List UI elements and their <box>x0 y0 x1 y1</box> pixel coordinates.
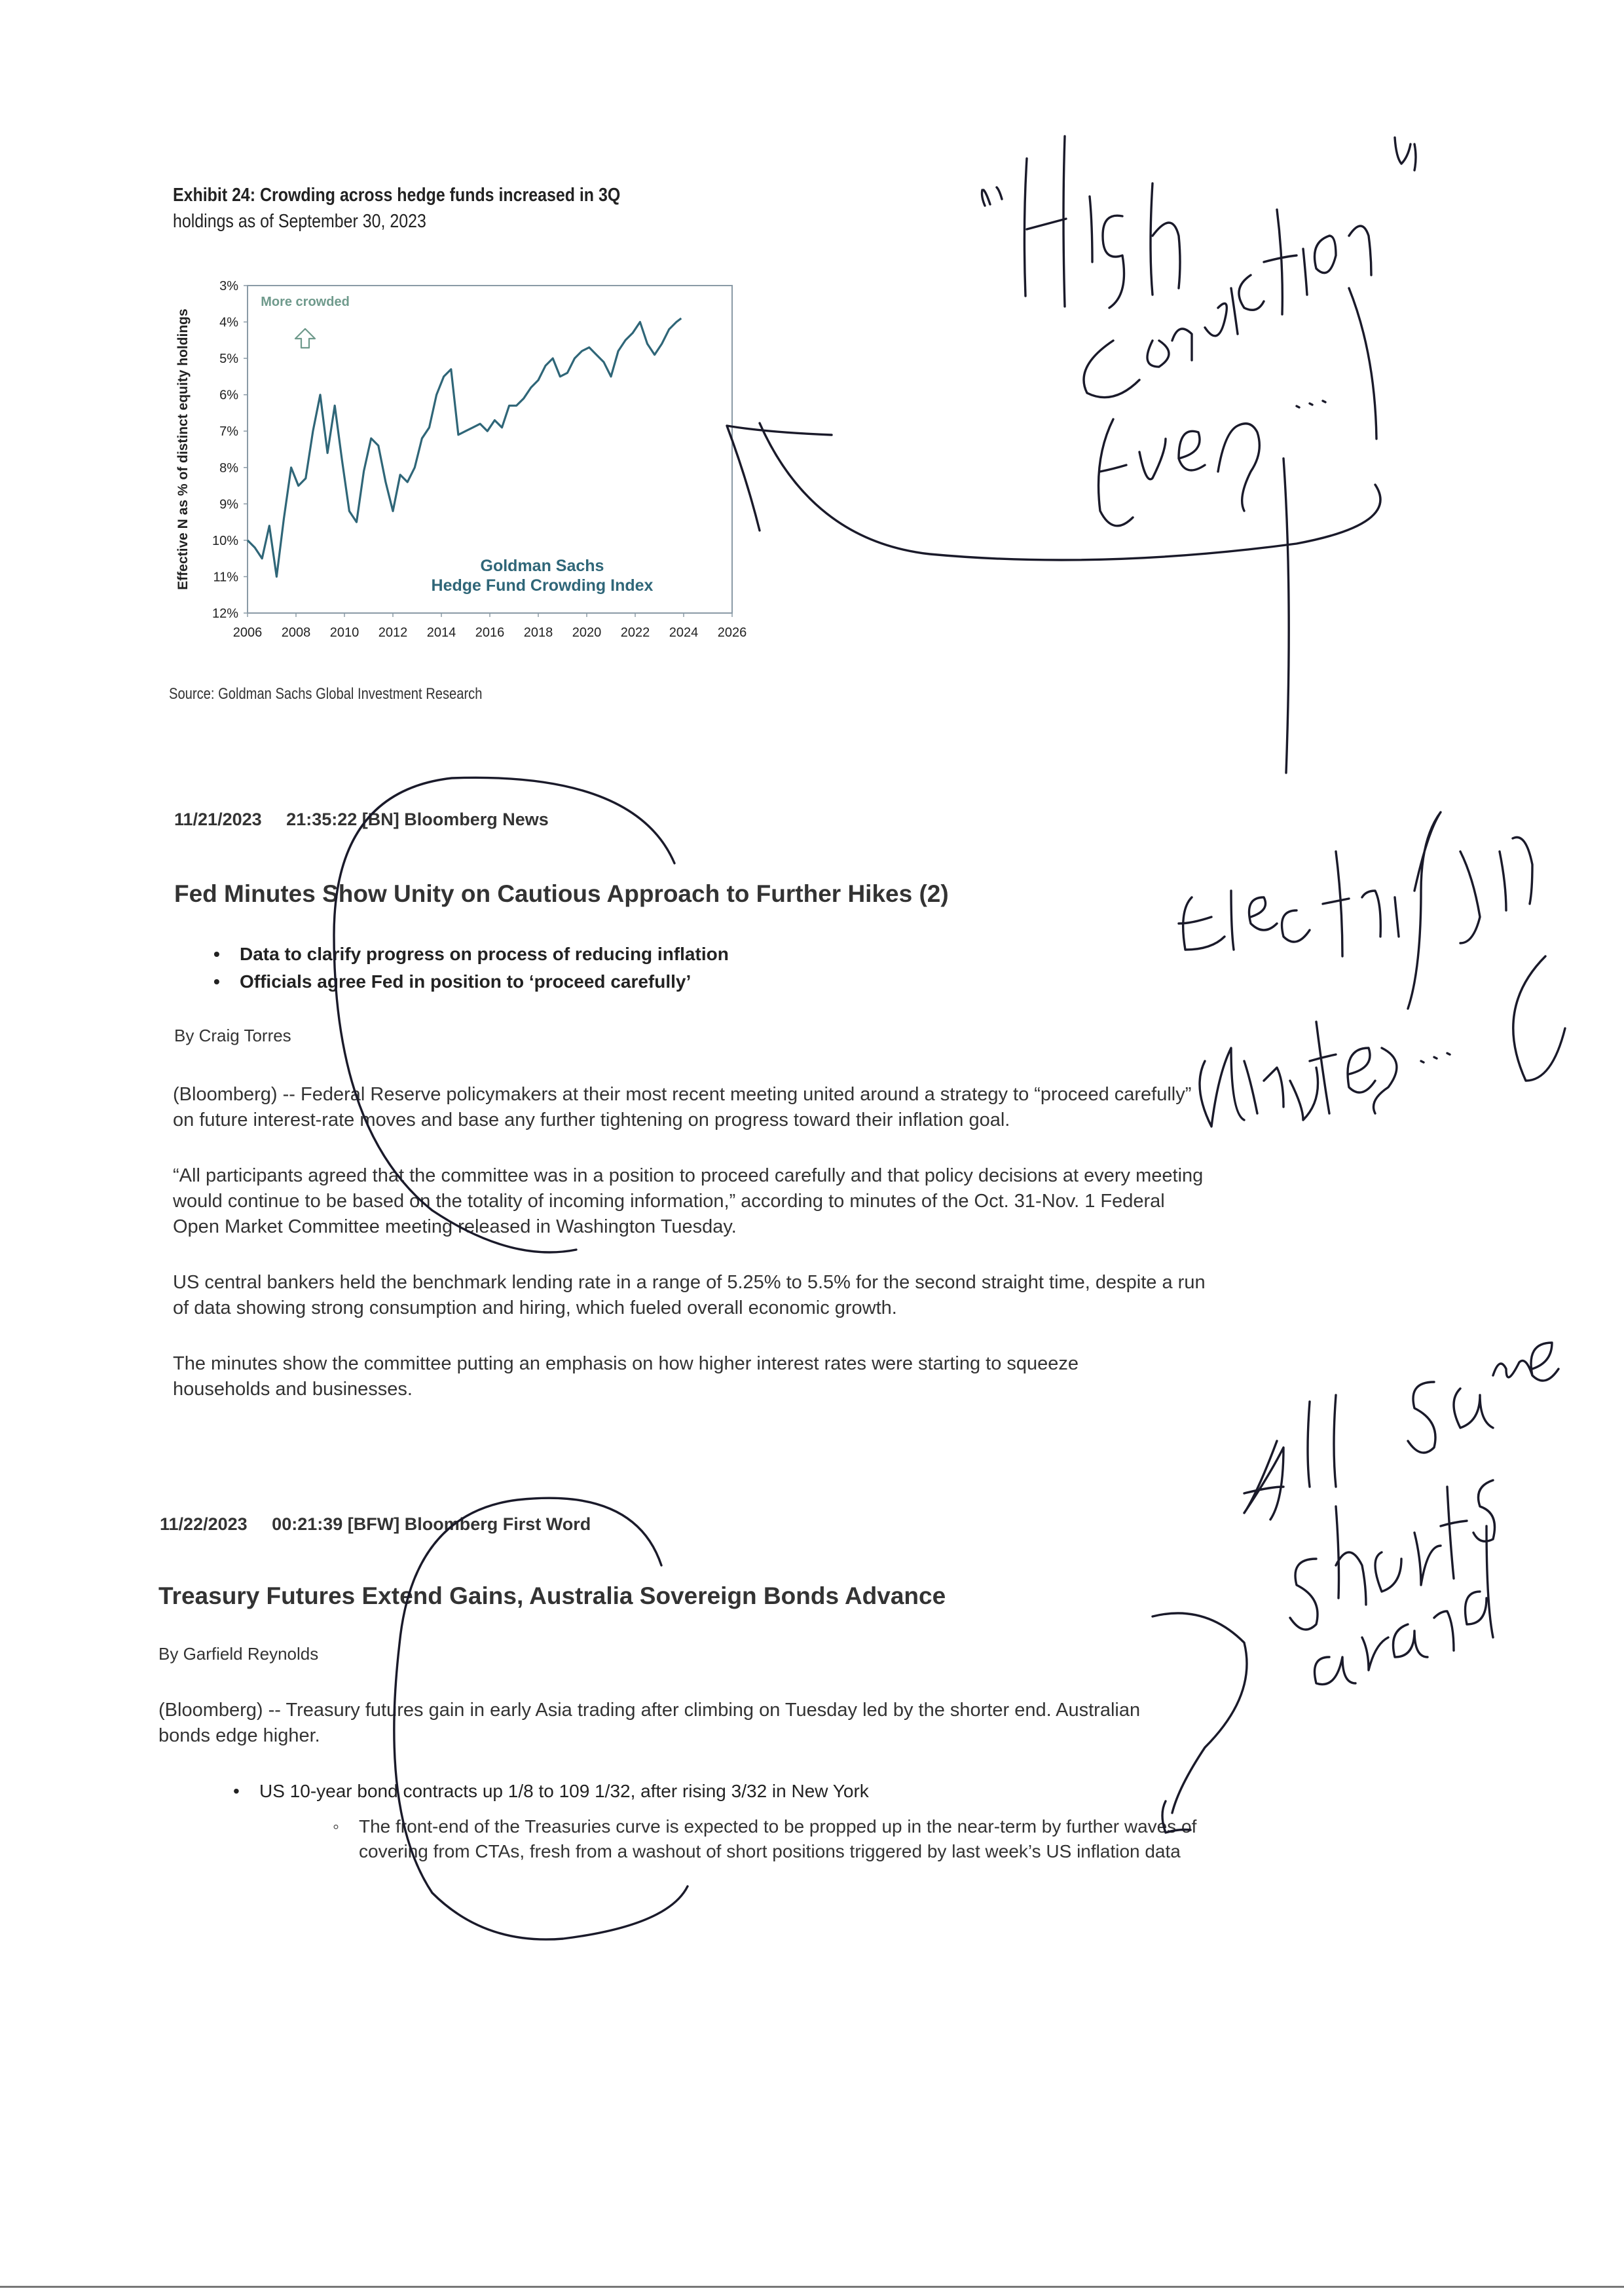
handwriting-shorts <box>1290 1480 1495 1630</box>
handwriting-minutes <box>1200 1022 1450 1127</box>
article1-dateline <box>174 810 549 830</box>
y-tick-label: 12% <box>212 606 238 621</box>
x-tick-label: 2022 <box>620 625 650 640</box>
x-tick-label: 2026 <box>717 625 747 640</box>
article2-byline: By Garfield Reynolds <box>158 1644 319 1664</box>
article2-sub-bullet: ◦ The front-end of the Treasuries curve is expected to be propped up in the near-term by further waves of covering from CTAs, fresh from a washout of short positions triggered by last week’s US inflation data <box>333 1814 1197 1864</box>
page-bottom-rule <box>0 2286 1624 2288</box>
article1-paragraph: (Bloomberg) -- Federal Reserve policymakers at their most recent meeting united around a strategy to “proceed carefully” on future interest-rate moves and base any further tightening on progress toward their inflation goal. <box>173 1084 1192 1130</box>
article1-paragraph: The minutes show the committee putting an emphasis on how higher interest rates were starting to squeeze households and businesses. <box>173 1353 1079 1400</box>
up-arrow-icon <box>295 329 315 348</box>
y-tick-label: 11% <box>213 570 238 585</box>
handwriting-bracket <box>1349 288 1376 439</box>
exhibit-title: Exhibit 24: Crowding across hedge funds increased in 3Q <box>173 185 621 206</box>
y-tick-label: 3% <box>219 279 238 293</box>
handwriting-vertical-line <box>1283 458 1289 773</box>
y-tick-label: 8% <box>219 460 238 476</box>
article2-date: 11/22/2023 <box>160 1514 248 1534</box>
article2-body <box>158 1698 1167 1749</box>
article1-paragraph: US central bankers held the benchmark lending rate in a range of 5.25% to 5.5% for the second straight time, despite a run of data showing strong consumption and hiring, which fueled overall economic growth. <box>173 1272 1206 1318</box>
article1-time: 21:35:22 <box>286 810 358 829</box>
article1-headline: Fed Minutes Show Unity on Cautious Approach to Further Hikes (2) <box>174 880 949 907</box>
article1-bullet: • Officials agree Fed in position to ‘proceed carefully’ <box>213 968 729 996</box>
crowding-index-line <box>248 318 681 576</box>
handwriting-around <box>1315 1526 1494 1685</box>
exhibit-subtitle: holdings as of September 30, 2023 <box>173 211 426 232</box>
x-tick-label: 2006 <box>232 625 263 640</box>
article1-body <box>173 1082 1208 1402</box>
y-tick-label: 6% <box>219 388 238 403</box>
y-tick-label: 5% <box>219 352 238 367</box>
y-tick-label: 9% <box>219 497 238 512</box>
more-crowded-annotation: More crowded <box>261 295 350 309</box>
y-tick-label: 7% <box>219 424 238 439</box>
handwriting-electrifying <box>1179 812 1532 1009</box>
article1-paragraph: “All participants agreed that the committee was in a position to proceed carefully and that policy decisions at every meeting would continue to be based on the totality of incoming information,” according to minutes of the Oct. 31-Nov. 1 Federal Open Market Committee meeting released in Washington Tuesday. <box>173 1165 1204 1237</box>
article1-date: 11/21/2023 <box>174 810 262 829</box>
handwriting-quote-close <box>1395 138 1416 170</box>
index-label-line2: Hedge Fund Crowding Index <box>431 576 654 595</box>
article2-bullet: • US 10-year bond contracts up 1/8 to 109 1/32, after rising 3/32 in New York <box>233 1778 869 1805</box>
article2-headline: Treasury Futures Extend Gains, Australia Sovereign Bonds Advance <box>158 1582 946 1609</box>
article1-bullets <box>213 941 729 996</box>
x-tick-label: 2020 <box>572 625 602 640</box>
x-tick-label: 2024 <box>669 625 699 640</box>
article1-byline: By Craig Torres <box>174 1026 291 1045</box>
handwriting-ever <box>1099 401 1326 526</box>
handwriting-paren <box>1513 956 1565 1081</box>
x-tick-label: 2014 <box>426 625 456 640</box>
article2-paragraph: (Bloomberg) -- Treasury futures gain in early Asia trading after climbing on Tuesday led by the shorter end. Australian bonds edge higher. <box>158 1700 1141 1746</box>
article1-source: [BN] Bloomberg News <box>361 810 549 829</box>
x-tick-label: 2010 <box>329 625 360 640</box>
exhibit-source: Source: Goldman Sachs Global Investment Research <box>169 685 483 703</box>
x-tick-label: 2016 <box>475 625 505 640</box>
x-tick-label: 2008 <box>281 625 311 640</box>
article2-bullets <box>233 1778 869 1805</box>
handwriting-all-same <box>1244 1343 1559 1520</box>
article2-source: [BFW] Bloomberg First Word <box>347 1514 591 1534</box>
y-axis-label: Effective N as % of distinct equity holdings <box>175 308 191 590</box>
article2-dateline <box>160 1514 591 1535</box>
y-tick-label: 4% <box>219 315 238 330</box>
article2-time: 00:21:39 <box>272 1514 343 1534</box>
x-tick-label: 2012 <box>378 625 408 640</box>
y-tick-label: 10% <box>212 533 238 548</box>
x-tick-label: 2018 <box>523 625 553 640</box>
handwriting-high <box>984 136 1180 308</box>
crowding-index-chart <box>164 262 766 655</box>
index-label-line1: Goldman Sachs <box>480 557 604 575</box>
handwriting-quote-open <box>982 190 986 206</box>
handwriting-arrow-to-chart <box>760 423 1380 560</box>
article1-bullet: • Data to clarify progress on process of reducing inflation <box>213 941 729 968</box>
handwriting-conviction <box>1084 210 1371 398</box>
